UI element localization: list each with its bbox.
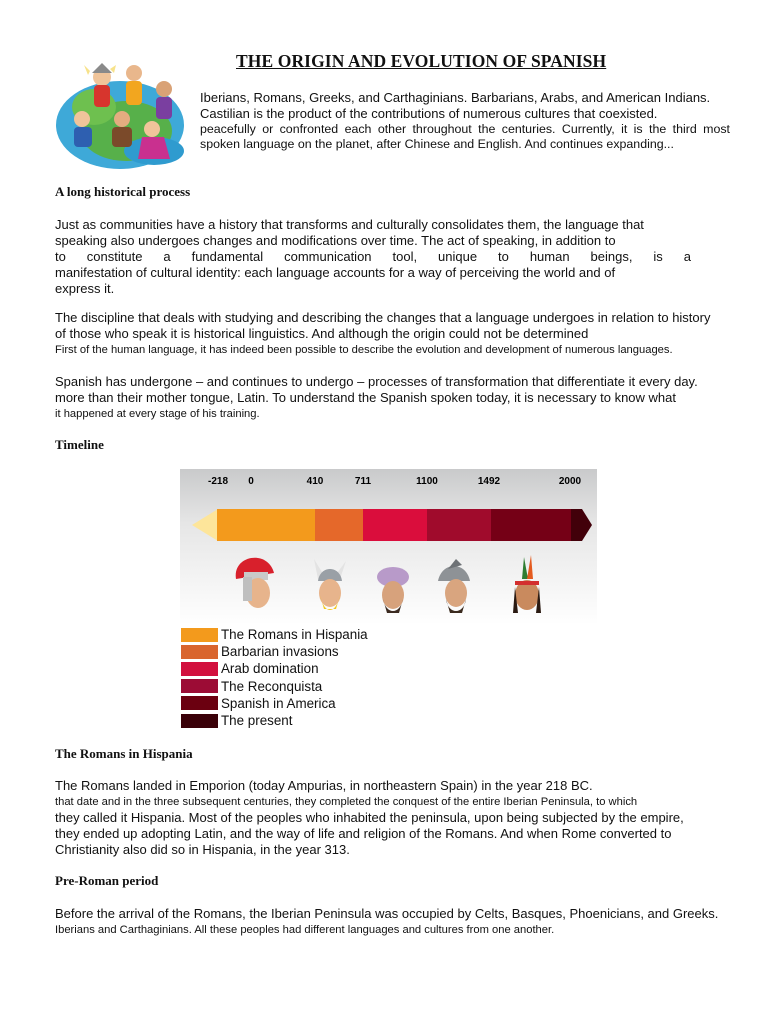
paragraph-romans (55, 778, 755, 858)
legend-swatch-present (181, 714, 218, 728)
section-heading-preroman: Pre-Roman period (55, 873, 159, 888)
historical-peoples-illustration (54, 55, 192, 171)
timeline-graphic (180, 469, 597, 625)
year-label: 2000 (558, 476, 582, 487)
page-title: THE ORIGIN AND EVOLUTION OF SPANISH (236, 51, 607, 71)
paragraph-historical-1 (55, 217, 745, 297)
text-line: it happened at every stage of his training. (55, 408, 260, 420)
section-heading-romans: The Romans in Hispania (55, 746, 193, 761)
legend-label: The present (221, 713, 293, 729)
year-label: 410 (306, 476, 324, 487)
text-line: they called it Hispania. Most of the peoples who inhabited the peninsula, upon being subjected by the empire, (55, 810, 684, 825)
text-line: The Romans landed in Emporion (today Ampurias, in northeastern Spain) in the year 218 BC. (55, 778, 593, 793)
legend-swatch-america (181, 696, 218, 710)
text-line: more than their mother tongue, Latin. To understand the Spanish spoken today, it is necessary to know what (55, 390, 676, 405)
legend-swatch-arab (181, 662, 218, 676)
text-line: manifestation of cultural identity: each language accounts for a way of perceiving the world and of (55, 265, 616, 280)
section-heading-historical: A long historical process (55, 184, 191, 199)
text-line: First of the human language, it has indeed been possible to describe the evolution and development of numerous languages. (55, 344, 673, 356)
year-label: -218 (207, 476, 229, 487)
paragraph-historical-3 (55, 374, 745, 422)
legend-swatch-romans (181, 628, 218, 642)
era-bar-romans (217, 509, 315, 541)
text-line: Spanish has undergone – and continues to undergo – processes of transformation that differentiate it every day. (55, 374, 698, 389)
era-bar-barbarians (315, 509, 363, 541)
legend-item (181, 643, 368, 660)
legend-item (181, 678, 368, 695)
era-bar-america (491, 509, 571, 541)
section-heading-timeline: Timeline (55, 437, 104, 452)
era-bar-arab (363, 509, 427, 541)
legend-item (181, 712, 368, 729)
year-label: 1100 (416, 476, 438, 487)
legend-label: Spanish in America (221, 695, 336, 711)
intro-paragraph (200, 90, 730, 153)
legend-item (181, 660, 368, 677)
legend-label: The Reconquista (221, 678, 323, 694)
paragraph-historical-2 (55, 310, 755, 358)
year-label: 1492 (477, 476, 501, 487)
text-line: to constitute a fundamental communication tool, unique to human beings, is a (55, 249, 691, 264)
text-line: The discipline that deals with studying and describing the changes that a language undergoes in relation to history (55, 310, 711, 325)
text-line: Before the arrival of the Romans, the Iberian Peninsula was occupied by Celts, Basques, Phoenicians, and Greeks. (55, 906, 719, 921)
legend-label: Arab domination (221, 661, 319, 677)
text-line: they ended up adopting Latin, and the way of life and religion of the Romans. And when Rome converted to (55, 826, 672, 841)
timeline-legend (181, 626, 368, 729)
text-line: Iberians and Carthaginians. All these peoples had different languages and cultures from one another. (55, 924, 555, 936)
year-label: 711 (354, 476, 372, 487)
legend-swatch-barbarians (181, 645, 218, 659)
legend-label: The Romans in Hispania (221, 627, 368, 643)
intro-line: Iberians, Romans, Greeks, and Carthaginians. Barbarians, Arabs, and American Indians. (200, 90, 711, 105)
text-line: speaking also undergoes changes and modifications over time. The act of speaking, in addition to (55, 233, 616, 248)
legend-swatch-reconquista (181, 679, 218, 693)
year-label: 0 (248, 476, 254, 487)
text-line: Christianity also did so in Hispania, in the year 313. (55, 842, 350, 857)
era-bar-reconquista (427, 509, 491, 541)
text-line: of those who speak it is historical linguistics. And although the origin could not be determined (55, 326, 589, 341)
legend-item (181, 626, 368, 643)
legend-label: Barbarian invasions (221, 644, 339, 660)
intro-line: Castilian is the product of the contributions of numerous cultures that coexisted. (200, 105, 658, 121)
paragraph-preroman (55, 906, 755, 938)
text-line: Just as communities have a history that transforms and culturally consolidates them, the language that (55, 217, 644, 232)
text-line: that date and in the three subsequent centuries, they completed the conquest of the entire Iberian Peninsula, to which (55, 796, 638, 808)
text-line: express it. (55, 281, 115, 296)
intro-line: peacefully or confronted each other throughout the centuries. Currently, it is the third most spoken language on the planet, after Chinese and English. And continues expanding... (200, 121, 730, 152)
legend-item (181, 695, 368, 712)
